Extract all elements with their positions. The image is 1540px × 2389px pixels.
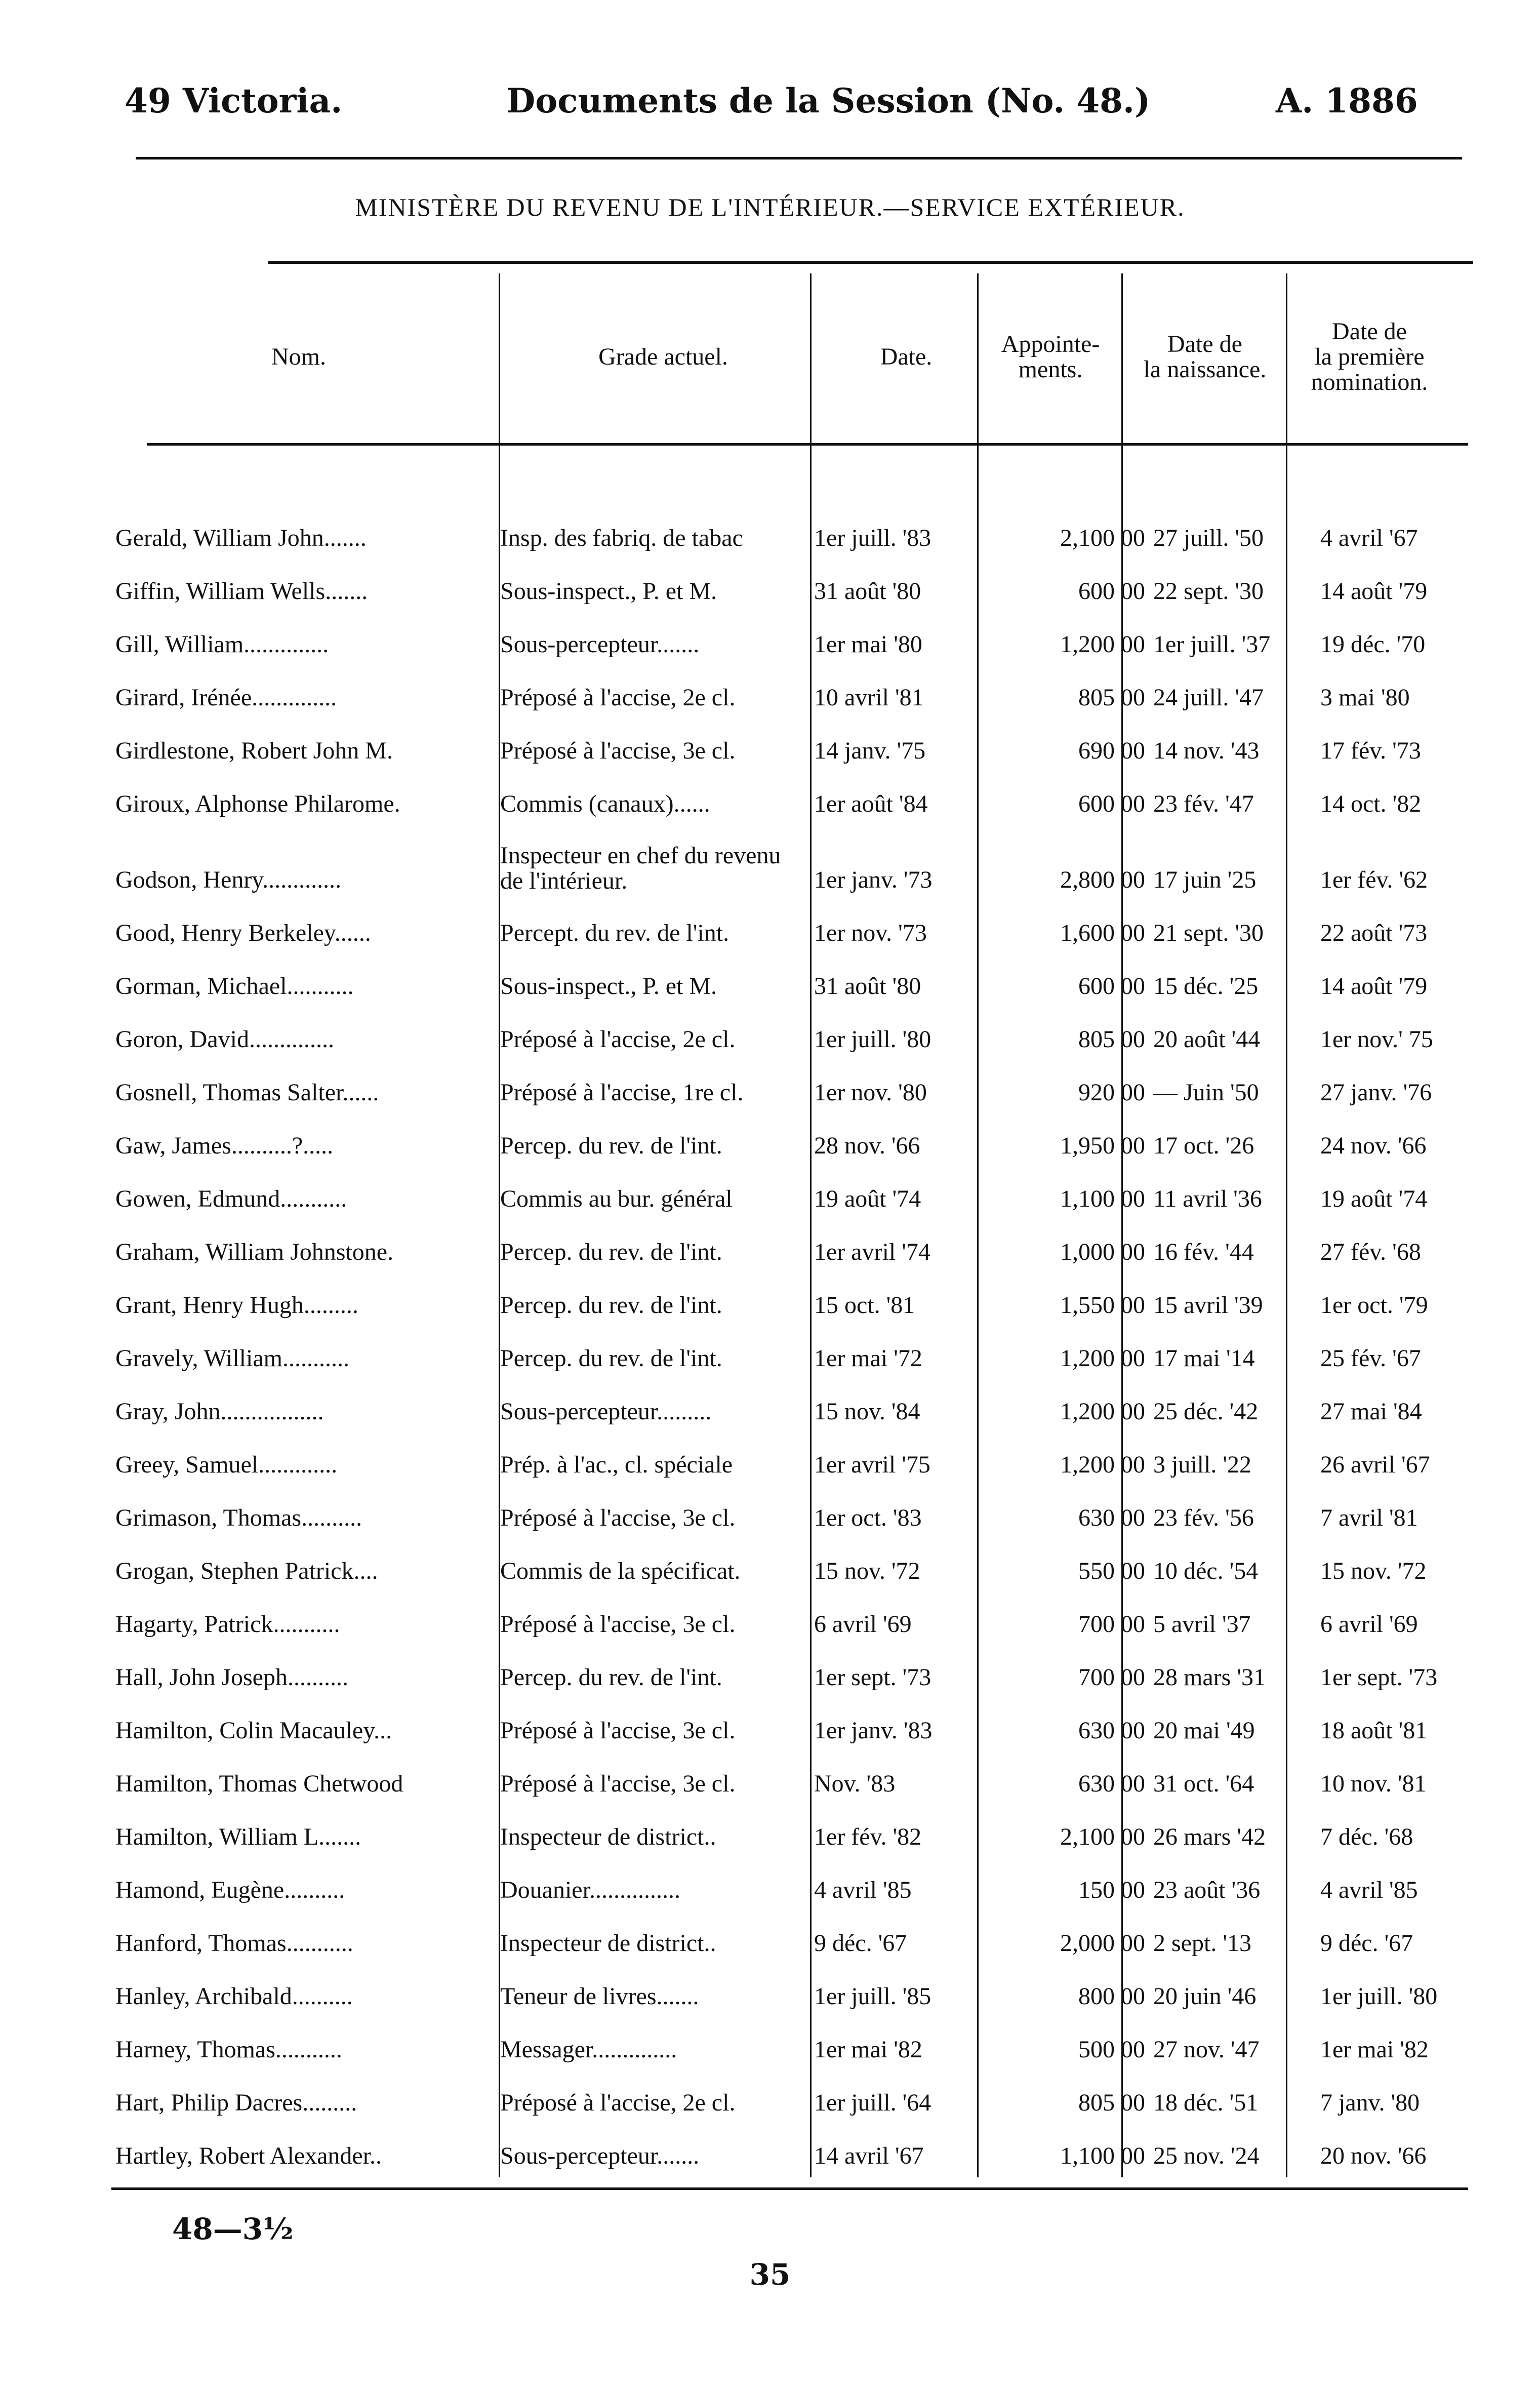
- row-name: Gray, John.................: [115, 1398, 324, 1425]
- row-name: Grogan, Stephen Patrick....: [115, 1558, 378, 1584]
- row-first-appointment: 7 déc. '68: [1320, 1823, 1413, 1850]
- table-row: [111, 2117, 1468, 2170]
- row-name: Hart, Philip Dacres.........: [115, 2089, 357, 2116]
- table-row: [111, 499, 1468, 552]
- row-birth-date: 15 déc. '25: [1153, 973, 1259, 1000]
- row-birth-date: 17 mai '14: [1153, 1345, 1255, 1372]
- page-number: 35: [749, 2257, 791, 2292]
- table-row: [111, 1266, 1468, 1319]
- row-birth-date: 18 déc. '51: [1153, 2089, 1259, 2116]
- page-title: MINISTÈRE DU REVENU DE L'INTÉRIEUR.—SERVICE EXTÉRIEUR.: [355, 193, 1185, 221]
- row-birth-date: 17 oct. '26: [1153, 1132, 1254, 1159]
- row-salary: 700 00: [1078, 1611, 1145, 1638]
- table-row: [111, 1000, 1468, 1053]
- table-row: [111, 1904, 1468, 1957]
- row-first-appointment: 1er oct. '79: [1320, 1292, 1428, 1319]
- row-grade: Teneur de livres.......: [500, 1983, 699, 2010]
- row-grade: Inspecteur de district..: [500, 1823, 716, 1850]
- row-salary: 2,100 00: [1060, 525, 1145, 551]
- row-name: Harney, Thomas...........: [115, 2036, 342, 2063]
- header-center: Documents de la Session (No. 48.): [506, 81, 1151, 121]
- row-name: Graham, William Johnstone.: [115, 1239, 394, 1265]
- row-date: 1er sept. '73: [814, 1664, 931, 1691]
- row-name: Hamilton, William L.......: [115, 1823, 361, 1850]
- row-salary: 600 00: [1078, 578, 1145, 605]
- row-salary: 550 00: [1078, 1558, 1145, 1584]
- row-birth-date: 2 sept. '13: [1153, 1930, 1251, 1957]
- row-grade: Douanier...............: [500, 1877, 680, 1903]
- row-salary: 1,100 00: [1060, 2142, 1145, 2169]
- table-row: [111, 1532, 1468, 1585]
- table-row: [111, 947, 1468, 1000]
- row-birth-date: 25 déc. '42: [1153, 1398, 1259, 1425]
- row-date: 31 août '80: [814, 973, 921, 1000]
- row-salary: 2,000 00: [1060, 1930, 1145, 1957]
- row-grade: Préposé à l'accise, 3e cl.: [500, 1611, 736, 1638]
- row-grade: Commis au bur. général: [500, 1185, 733, 1212]
- row-name: Hanley, Archibald..........: [115, 1983, 353, 2010]
- row-date: 10 avril '81: [814, 684, 924, 711]
- top-table-rule: [268, 261, 1473, 264]
- row-date: Nov. '83: [814, 1770, 896, 1797]
- row-name: Gerald, William John.......: [115, 525, 367, 551]
- row-first-appointment: 25 fév. '67: [1320, 1345, 1421, 1372]
- table-row: [111, 1425, 1468, 1479]
- row-birth-date: 15 avril '39: [1153, 1292, 1263, 1319]
- header-bottom-rule: [147, 443, 1468, 446]
- row-grade: Percep. du rev. de l'int.: [500, 1664, 722, 1691]
- row-grade: Percep. du rev. de l'int.: [500, 1292, 722, 1319]
- row-grade: Percep. du rev. de l'int.: [500, 1132, 722, 1159]
- row-grade: Préposé à l'accise, 2e cl.: [500, 1026, 736, 1053]
- table-row: [111, 2063, 1468, 2117]
- row-first-appointment: 14 août '79: [1320, 578, 1428, 605]
- row-grade: Préposé à l'accise, 3e cl.: [500, 1770, 736, 1797]
- row-birth-date: 20 août '44: [1153, 1026, 1261, 1053]
- row-date: 1er juill. '85: [814, 1983, 931, 2010]
- row-date: 4 avril '85: [814, 1877, 912, 1903]
- row-birth-date: 28 mars '31: [1153, 1664, 1266, 1691]
- table-bottom-rule: [111, 2187, 1468, 2190]
- signature-mark: 48—3½: [172, 2212, 294, 2246]
- row-grade: Commis de la spécificat.: [500, 1558, 741, 1584]
- row-grade: Sous-inspect., P. et M.: [500, 973, 717, 1000]
- row-salary: 1,100 00: [1060, 1185, 1145, 1212]
- row-grade: Percept. du rev. de l'int.: [500, 920, 730, 946]
- row-grade: Sous-inspect., P. et M.: [500, 578, 717, 605]
- row-grade: Percep. du rev. de l'int.: [500, 1239, 722, 1265]
- row-grade: Sous-percepteur.......: [500, 2142, 700, 2169]
- table-row: [111, 1213, 1468, 1266]
- row-grade: Insp. des fabriq. de tabac: [500, 525, 743, 551]
- row-grade: Messager..............: [500, 2036, 677, 2063]
- row-date: 1er janv. '73: [814, 866, 933, 893]
- row-grade: Préposé à l'accise, 1re cl.: [500, 1079, 744, 1106]
- row-salary: 150 00: [1078, 1877, 1145, 1903]
- row-date: 15 nov. '84: [814, 1398, 920, 1425]
- row-birth-date: 21 sept. '30: [1153, 920, 1264, 946]
- row-birth-date: 20 juin '46: [1153, 1983, 1257, 2010]
- row-salary: 1,600 00: [1060, 920, 1145, 946]
- row-date: 15 nov. '72: [814, 1558, 920, 1584]
- row-date: 1er janv. '83: [814, 1717, 933, 1744]
- row-date: 31 août '80: [814, 578, 921, 605]
- table-row: [111, 711, 1468, 765]
- table-row: [111, 765, 1468, 818]
- table-row: [111, 1638, 1468, 1691]
- row-name: Gorman, Michael...........: [115, 973, 354, 1000]
- row-birth-date: 20 mai '49: [1153, 1717, 1255, 1744]
- row-birth-date: 23 fév. '47: [1153, 790, 1254, 817]
- row-date: 1er avril '74: [814, 1239, 930, 1265]
- table-row: [111, 658, 1468, 711]
- row-first-appointment: 18 août '81: [1320, 1717, 1428, 1744]
- row-first-appointment: 4 avril '85: [1320, 1877, 1418, 1903]
- row-name: Good, Henry Berkeley......: [115, 920, 371, 946]
- row-name: Hagarty, Patrick...........: [115, 1611, 340, 1638]
- table-row: [111, 2010, 1468, 2063]
- row-first-appointment: 26 avril '67: [1320, 1451, 1430, 1478]
- row-birth-date: 22 sept. '30: [1153, 578, 1264, 605]
- row-name: Giffin, William Wells.......: [115, 578, 368, 605]
- row-salary: 600 00: [1078, 973, 1145, 1000]
- row-grade: Inspecteur de district..: [500, 1930, 716, 1957]
- row-name: Hartley, Robert Alexander..: [115, 2142, 382, 2169]
- table-row: [111, 552, 1468, 605]
- row-salary: 805 00: [1078, 2089, 1145, 2116]
- row-first-appointment: 27 fév. '68: [1320, 1239, 1421, 1265]
- row-date: 1er juill. '80: [814, 1026, 931, 1053]
- row-birth-date: 14 nov. '43: [1153, 737, 1260, 764]
- row-date: 1er mai '80: [814, 631, 922, 658]
- row-date: 1er mai '82: [814, 2036, 922, 2063]
- row-first-appointment: 1er fév. '62: [1320, 866, 1428, 893]
- row-salary: 1,200 00: [1060, 631, 1145, 658]
- row-salary: 1,550 00: [1060, 1292, 1145, 1319]
- row-first-appointment: 7 janv. '80: [1320, 2089, 1420, 2116]
- row-birth-date: 3 juill. '22: [1153, 1451, 1251, 1478]
- row-birth-date: 23 août '36: [1153, 1877, 1261, 1903]
- row-first-appointment: 20 nov. '66: [1320, 2142, 1427, 2169]
- row-first-appointment: 4 avril '67: [1320, 525, 1418, 551]
- row-name: Girard, Irénée..............: [115, 684, 337, 711]
- row-name: Greey, Samuel.............: [115, 1451, 338, 1478]
- row-birth-date: 31 oct. '64: [1153, 1770, 1254, 1797]
- row-salary: 1,200 00: [1060, 1345, 1145, 1372]
- row-birth-date: 23 fév. '56: [1153, 1504, 1254, 1531]
- row-date: 1er nov. '73: [814, 920, 927, 946]
- table-row: [111, 818, 1468, 894]
- row-birth-date: 25 nov. '24: [1153, 2142, 1260, 2169]
- row-name: Giroux, Alphonse Philarome.: [115, 790, 400, 817]
- row-first-appointment: 7 avril '81: [1320, 1504, 1418, 1531]
- row-salary: 630 00: [1078, 1770, 1145, 1797]
- row-first-appointment: 15 nov. '72: [1320, 1558, 1427, 1584]
- row-grade: Préposé à l'accise, 3e cl.: [500, 1717, 736, 1744]
- row-salary: 805 00: [1078, 1026, 1145, 1053]
- row-date: 1er mai '72: [814, 1345, 922, 1372]
- row-name: Grimason, Thomas..........: [115, 1504, 362, 1531]
- header-left: 49 Victoria.: [125, 81, 343, 121]
- row-date: 6 avril '69: [814, 1611, 912, 1638]
- row-grade: Préposé à l'accise, 3e cl.: [500, 1504, 736, 1531]
- table-row: [111, 1744, 1468, 1798]
- row-name: Gill, William..............: [115, 631, 329, 658]
- row-grade: Préposé à l'accise, 2e cl.: [500, 2089, 736, 2116]
- row-name: Gaw, James..........?.....: [115, 1132, 334, 1159]
- row-date: 1er juill. '83: [814, 525, 931, 551]
- row-name: Girdlestone, Robert John M.: [115, 737, 393, 764]
- row-name: Hamilton, Thomas Chetwood: [115, 1770, 403, 1797]
- table-row: [111, 1851, 1468, 1904]
- row-birth-date: 5 avril '37: [1153, 1611, 1251, 1638]
- row-grade: Percep. du rev. de l'int.: [500, 1345, 722, 1372]
- row-name: Goron, David..............: [115, 1026, 334, 1053]
- row-name: Hall, John Joseph..........: [115, 1664, 348, 1691]
- row-name: Gravely, William...........: [115, 1345, 349, 1372]
- col-header-first-appointment: Date de la première nomination.: [1311, 318, 1428, 395]
- row-first-appointment: 14 oct. '82: [1320, 790, 1422, 817]
- col-header-date: Date.: [880, 343, 933, 370]
- row-birth-date: 1er juill. '37: [1153, 631, 1271, 658]
- row-birth-date: 11 avril '36: [1153, 1185, 1262, 1212]
- row-grade-text: Inspecteur en chef du revenu de l'intérieur.: [500, 842, 781, 894]
- row-salary: 1,000 00: [1060, 1239, 1145, 1265]
- row-date: 14 avril '67: [814, 2142, 924, 2169]
- row-date: 1er nov. '80: [814, 1079, 927, 1106]
- row-salary: 700 00: [1078, 1664, 1145, 1691]
- header-rule: [136, 157, 1462, 160]
- table-row: [111, 894, 1468, 947]
- row-salary: 630 00: [1078, 1717, 1145, 1744]
- row-first-appointment: 1er juill. '80: [1320, 1983, 1438, 2010]
- row-name: Hamond, Eugène..........: [115, 1877, 345, 1903]
- row-date: 14 janv. '75: [814, 737, 926, 764]
- table-row: [111, 605, 1468, 658]
- row-birth-date: 27 juill. '50: [1153, 525, 1264, 551]
- row-name: Hamilton, Colin Macauley...: [115, 1717, 392, 1744]
- row-name: Gosnell, Thomas Salter......: [115, 1079, 379, 1106]
- row-grade: Sous-percepteur.........: [500, 1398, 712, 1425]
- row-birth-date: 27 nov. '47: [1153, 2036, 1260, 2063]
- row-name: Godson, Henry.............: [115, 866, 342, 893]
- row-first-appointment: 27 mai '84: [1320, 1398, 1422, 1425]
- row-first-appointment: 3 mai '80: [1320, 684, 1410, 711]
- row-birth-date: — Juin '50: [1153, 1079, 1259, 1106]
- table-row: [111, 1053, 1468, 1106]
- row-first-appointment: 19 août '74: [1320, 1185, 1428, 1212]
- row-salary: 2,100 00: [1060, 1823, 1145, 1850]
- row-birth-date: 24 juill. '47: [1153, 684, 1264, 711]
- row-salary: 630 00: [1078, 1504, 1145, 1531]
- row-first-appointment: 17 fév. '73: [1320, 737, 1421, 764]
- row-date: 1er avril '75: [814, 1451, 930, 1478]
- row-salary: 800 00: [1078, 1983, 1145, 2010]
- row-grade: Prép. à l'ac., cl. spéciale: [500, 1451, 733, 1478]
- row-first-appointment: 1er mai '82: [1320, 2036, 1429, 2063]
- row-birth-date: 17 juin '25: [1153, 866, 1257, 893]
- row-salary: 2,800 00: [1060, 866, 1145, 893]
- personnel-table: [111, 499, 1468, 2170]
- row-first-appointment: 9 déc. '67: [1320, 1930, 1413, 1957]
- row-date: 28 nov. '66: [814, 1132, 920, 1159]
- table-row: [111, 1691, 1468, 1744]
- header-right: A. 1886: [1276, 81, 1418, 121]
- table-row: [111, 1106, 1468, 1160]
- row-salary: 690 00: [1078, 737, 1145, 764]
- row-grade: Préposé à l'accise, 3e cl.: [500, 737, 736, 764]
- row-date: 9 déc. '67: [814, 1930, 907, 1957]
- row-salary: 805 00: [1078, 684, 1145, 711]
- row-date: 19 août '74: [814, 1185, 921, 1212]
- row-first-appointment: 6 avril '69: [1320, 1611, 1418, 1638]
- row-date: 1er août '84: [814, 790, 928, 817]
- row-name: Hanford, Thomas...........: [115, 1930, 353, 1957]
- row-name: Grant, Henry Hugh.........: [115, 1292, 358, 1319]
- row-first-appointment: 27 janv. '76: [1320, 1079, 1432, 1106]
- row-salary: 920 00: [1078, 1079, 1145, 1106]
- row-grade: [496, 818, 810, 894]
- row-grade: Commis (canaux)......: [500, 790, 710, 817]
- table-row: [111, 1479, 1468, 1532]
- table-row: [111, 1957, 1468, 2010]
- row-date: 1er oct. '83: [814, 1504, 922, 1531]
- row-date: 15 oct. '81: [814, 1292, 915, 1319]
- row-grade: Préposé à l'accise, 2e cl.: [500, 684, 736, 711]
- row-date: 1er juill. '64: [814, 2089, 931, 2116]
- row-salary: 600 00: [1078, 790, 1145, 817]
- row-first-appointment: 22 août '73: [1320, 920, 1428, 946]
- row-first-appointment: 1er nov.' 75: [1320, 1026, 1433, 1053]
- row-birth-date: 26 mars '42: [1153, 1823, 1266, 1850]
- row-salary: 1,200 00: [1060, 1451, 1145, 1478]
- row-salary: 1,200 00: [1060, 1398, 1145, 1425]
- row-salary: 500 00: [1078, 2036, 1145, 2063]
- row-salary: 1,950 00: [1060, 1132, 1145, 1159]
- col-header-name: Nom.: [271, 343, 326, 370]
- row-date: 1er fév. '82: [814, 1823, 922, 1850]
- row-first-appointment: 1er sept. '73: [1320, 1664, 1438, 1691]
- row-first-appointment: 24 nov. '66: [1320, 1132, 1427, 1159]
- row-grade: Sous-percepteur.......: [500, 631, 700, 658]
- row-birth-date: 10 déc. '54: [1153, 1558, 1259, 1584]
- table-row: [111, 1372, 1468, 1425]
- col-header-grade: Grade actuel.: [598, 343, 728, 370]
- col-header-birth: Date de la naissance.: [1143, 331, 1267, 383]
- col-header-appointments: Appointe- ments.: [1001, 331, 1100, 383]
- row-birth-date: 16 fév. '44: [1153, 1239, 1254, 1265]
- table-row: [111, 1798, 1468, 1851]
- row-first-appointment: 19 déc. '70: [1320, 631, 1426, 658]
- table-row: [111, 1319, 1468, 1372]
- table-row: [111, 1585, 1468, 1638]
- table-row: [111, 1160, 1468, 1213]
- row-first-appointment: 14 août '79: [1320, 973, 1428, 1000]
- row-first-appointment: 10 nov. '81: [1320, 1770, 1427, 1797]
- row-name: Gowen, Edmund...........: [115, 1185, 347, 1212]
